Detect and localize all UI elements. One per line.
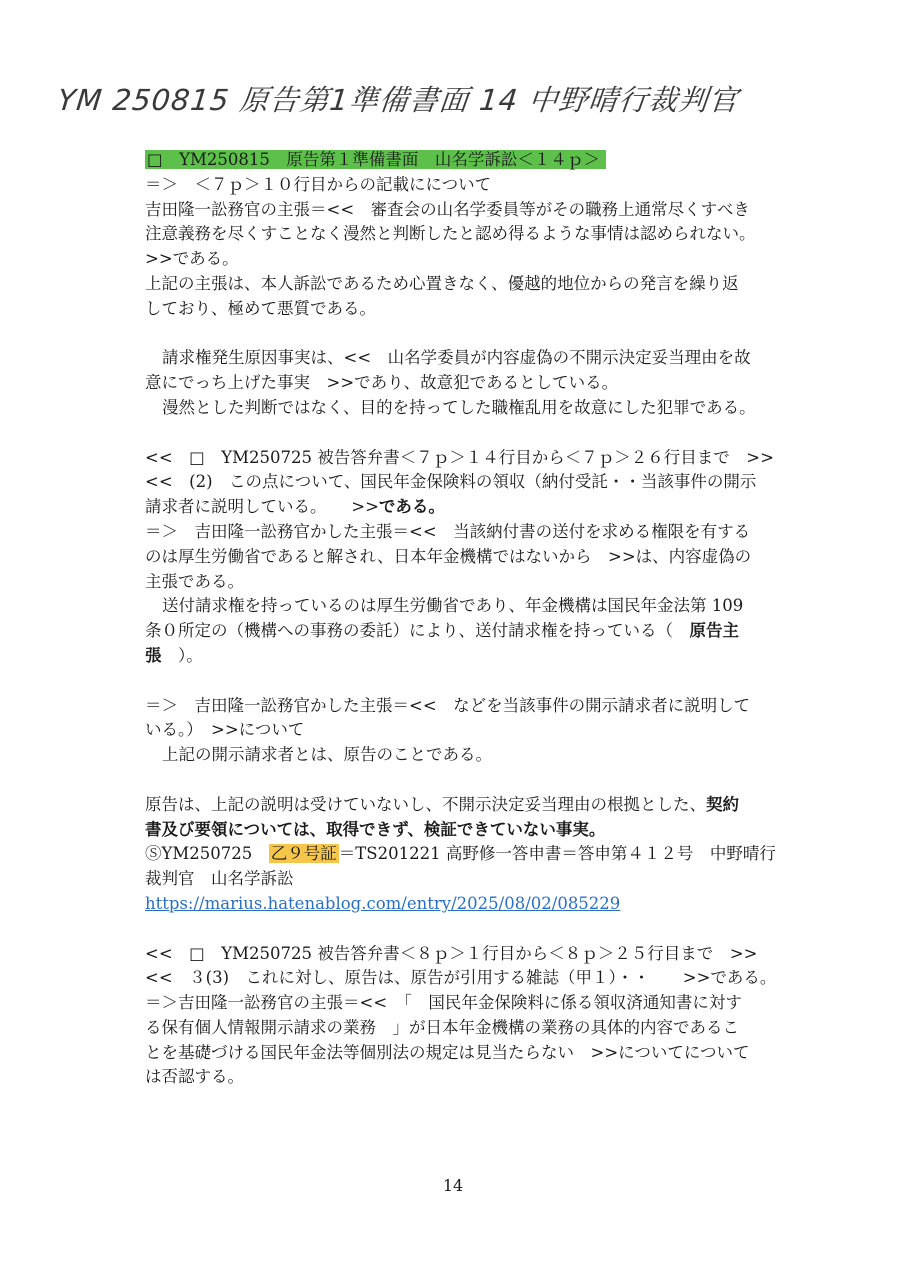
text-line: >>である。 xyxy=(145,249,239,269)
text-line: 意にでっち上げた事実 >>であり、故意犯であるとしている。 xyxy=(145,373,619,393)
text-line: 漫然とした判断ではなく、目的を持ってした職権乱用を故意にした犯罪である。 xyxy=(162,397,756,417)
text-line: 送付請求権を持っているのは厚生労働省であり、年金機構は国民年金法第 109 xyxy=(162,596,744,616)
text-line: 請求権発生原因事実は、<< 山名学委員が内容虚偽の不開示決定妥当理由を故 xyxy=(162,348,751,368)
text-fragment: ⓈYM250725 xyxy=(145,844,269,864)
text-line: ＝＞ 吉田隆一訟務官かした主張＝<< などを当該事件の開示請求者に説明して xyxy=(145,695,751,715)
text-line: ＝＞ ＜７ｐ＞１０行目からの記載にについて xyxy=(145,174,492,194)
text-fragment: 請求者に説明している。 >> xyxy=(145,497,379,517)
heading-highlight: □ YM250815 原告第１準備書面 山名学訴訟＜１４ｐ＞ xyxy=(145,150,606,169)
text-fragment: ＝TS201221 高野修一答申書＝答申第４１２号 中野晴行 xyxy=(338,844,776,864)
text-line: ＝＞吉田隆一訟務官の主張＝<< 「 国民年金保険料に係る領収済通知書に対す xyxy=(145,993,742,1013)
text-line: 主張である。 xyxy=(145,571,244,591)
exhibit-highlight: 乙９号証 xyxy=(270,844,337,864)
text-line xyxy=(145,619,845,644)
text-line: る保有個人情報開示請求の業務 」が日本年金機構の業務の具体的内容であるこ xyxy=(145,1017,739,1037)
bold-text: である。 xyxy=(378,497,445,517)
text-line: << □ YM250725 被告答弁書＜８ｐ＞１行目から＜８ｐ＞２５行目まで >> xyxy=(145,943,758,963)
text-line: << □ YM250725 被告答弁書＜７ｐ＞１４行目から＜７ｐ＞２６行目まで >> xyxy=(145,447,774,467)
text-line: 上記の主張は、本人訴訟であるため心置きなく、優越的地位からの発言を繰り返 xyxy=(145,273,739,293)
text-line xyxy=(145,793,845,818)
page-number: 14 xyxy=(442,1176,464,1195)
text-line xyxy=(145,842,845,867)
bold-text: 張 xyxy=(145,645,162,665)
text-line: しており、極めて悪質である。 xyxy=(145,298,376,318)
text-fragment: 条０所定の（機構への事務の委託）により、送付請求権を持っている（ xyxy=(145,621,690,641)
text-line: は否認する。 xyxy=(145,1067,244,1087)
document-body xyxy=(145,148,845,1090)
text-line: 上記の開示請求者とは、原告のことである。 xyxy=(162,745,492,765)
text-line: << ３(3) これに対し、原告は、原告が引用する雑誌（甲１）・・ >>である。 xyxy=(145,968,777,988)
bold-text: 契約 xyxy=(706,794,739,814)
text-line xyxy=(145,892,845,917)
text-line: のは厚生労働省であると解され、日本年金機構ではないから >>は、内容虚偽の xyxy=(145,546,752,566)
text-line: 裁判官 山名学訴訟 xyxy=(145,869,294,889)
text-fragment: 原告は、上記の説明は受けていないし、不開示決定妥当理由の根拠とした、 xyxy=(145,794,706,814)
bold-text-line: 書及び要領については、取得できず、検証できていない事実。 xyxy=(145,819,606,839)
text-line: << (2) この点について、国民年金保険料の領収（納付受託・・当該事件の開示 xyxy=(145,472,757,492)
text-line: 吉田隆一訟務官の主張＝<< 審査会の山名学委員等がその職務上通常尽くすべき xyxy=(145,199,750,219)
handwritten-note: YM 250815 原告第1準備書面 14 中野晴行裁判官 xyxy=(56,83,741,117)
text-line: とを基礎づける国民年金法等個別法の規定は見当たらない >>についてについて xyxy=(145,1042,750,1062)
text-line xyxy=(145,495,845,520)
text-line: ＝＞ 吉田隆一訟務官かした主張＝<< 当該納付書の送付を求める権限を有する xyxy=(145,521,751,541)
text-fragment: ）。 xyxy=(161,645,203,665)
text-line xyxy=(145,644,845,669)
blog-link[interactable]: https://marius.hatenablog.com/entry/2025/08/02/085229 xyxy=(145,893,621,913)
text-line: 注意義務を尽くすことなく漫然と判断したと認め得るような事情は認められない。 xyxy=(145,224,756,244)
bold-text: 原告主 xyxy=(689,621,739,641)
text-line: いる。） >>について xyxy=(145,720,305,740)
section-heading xyxy=(145,148,845,173)
